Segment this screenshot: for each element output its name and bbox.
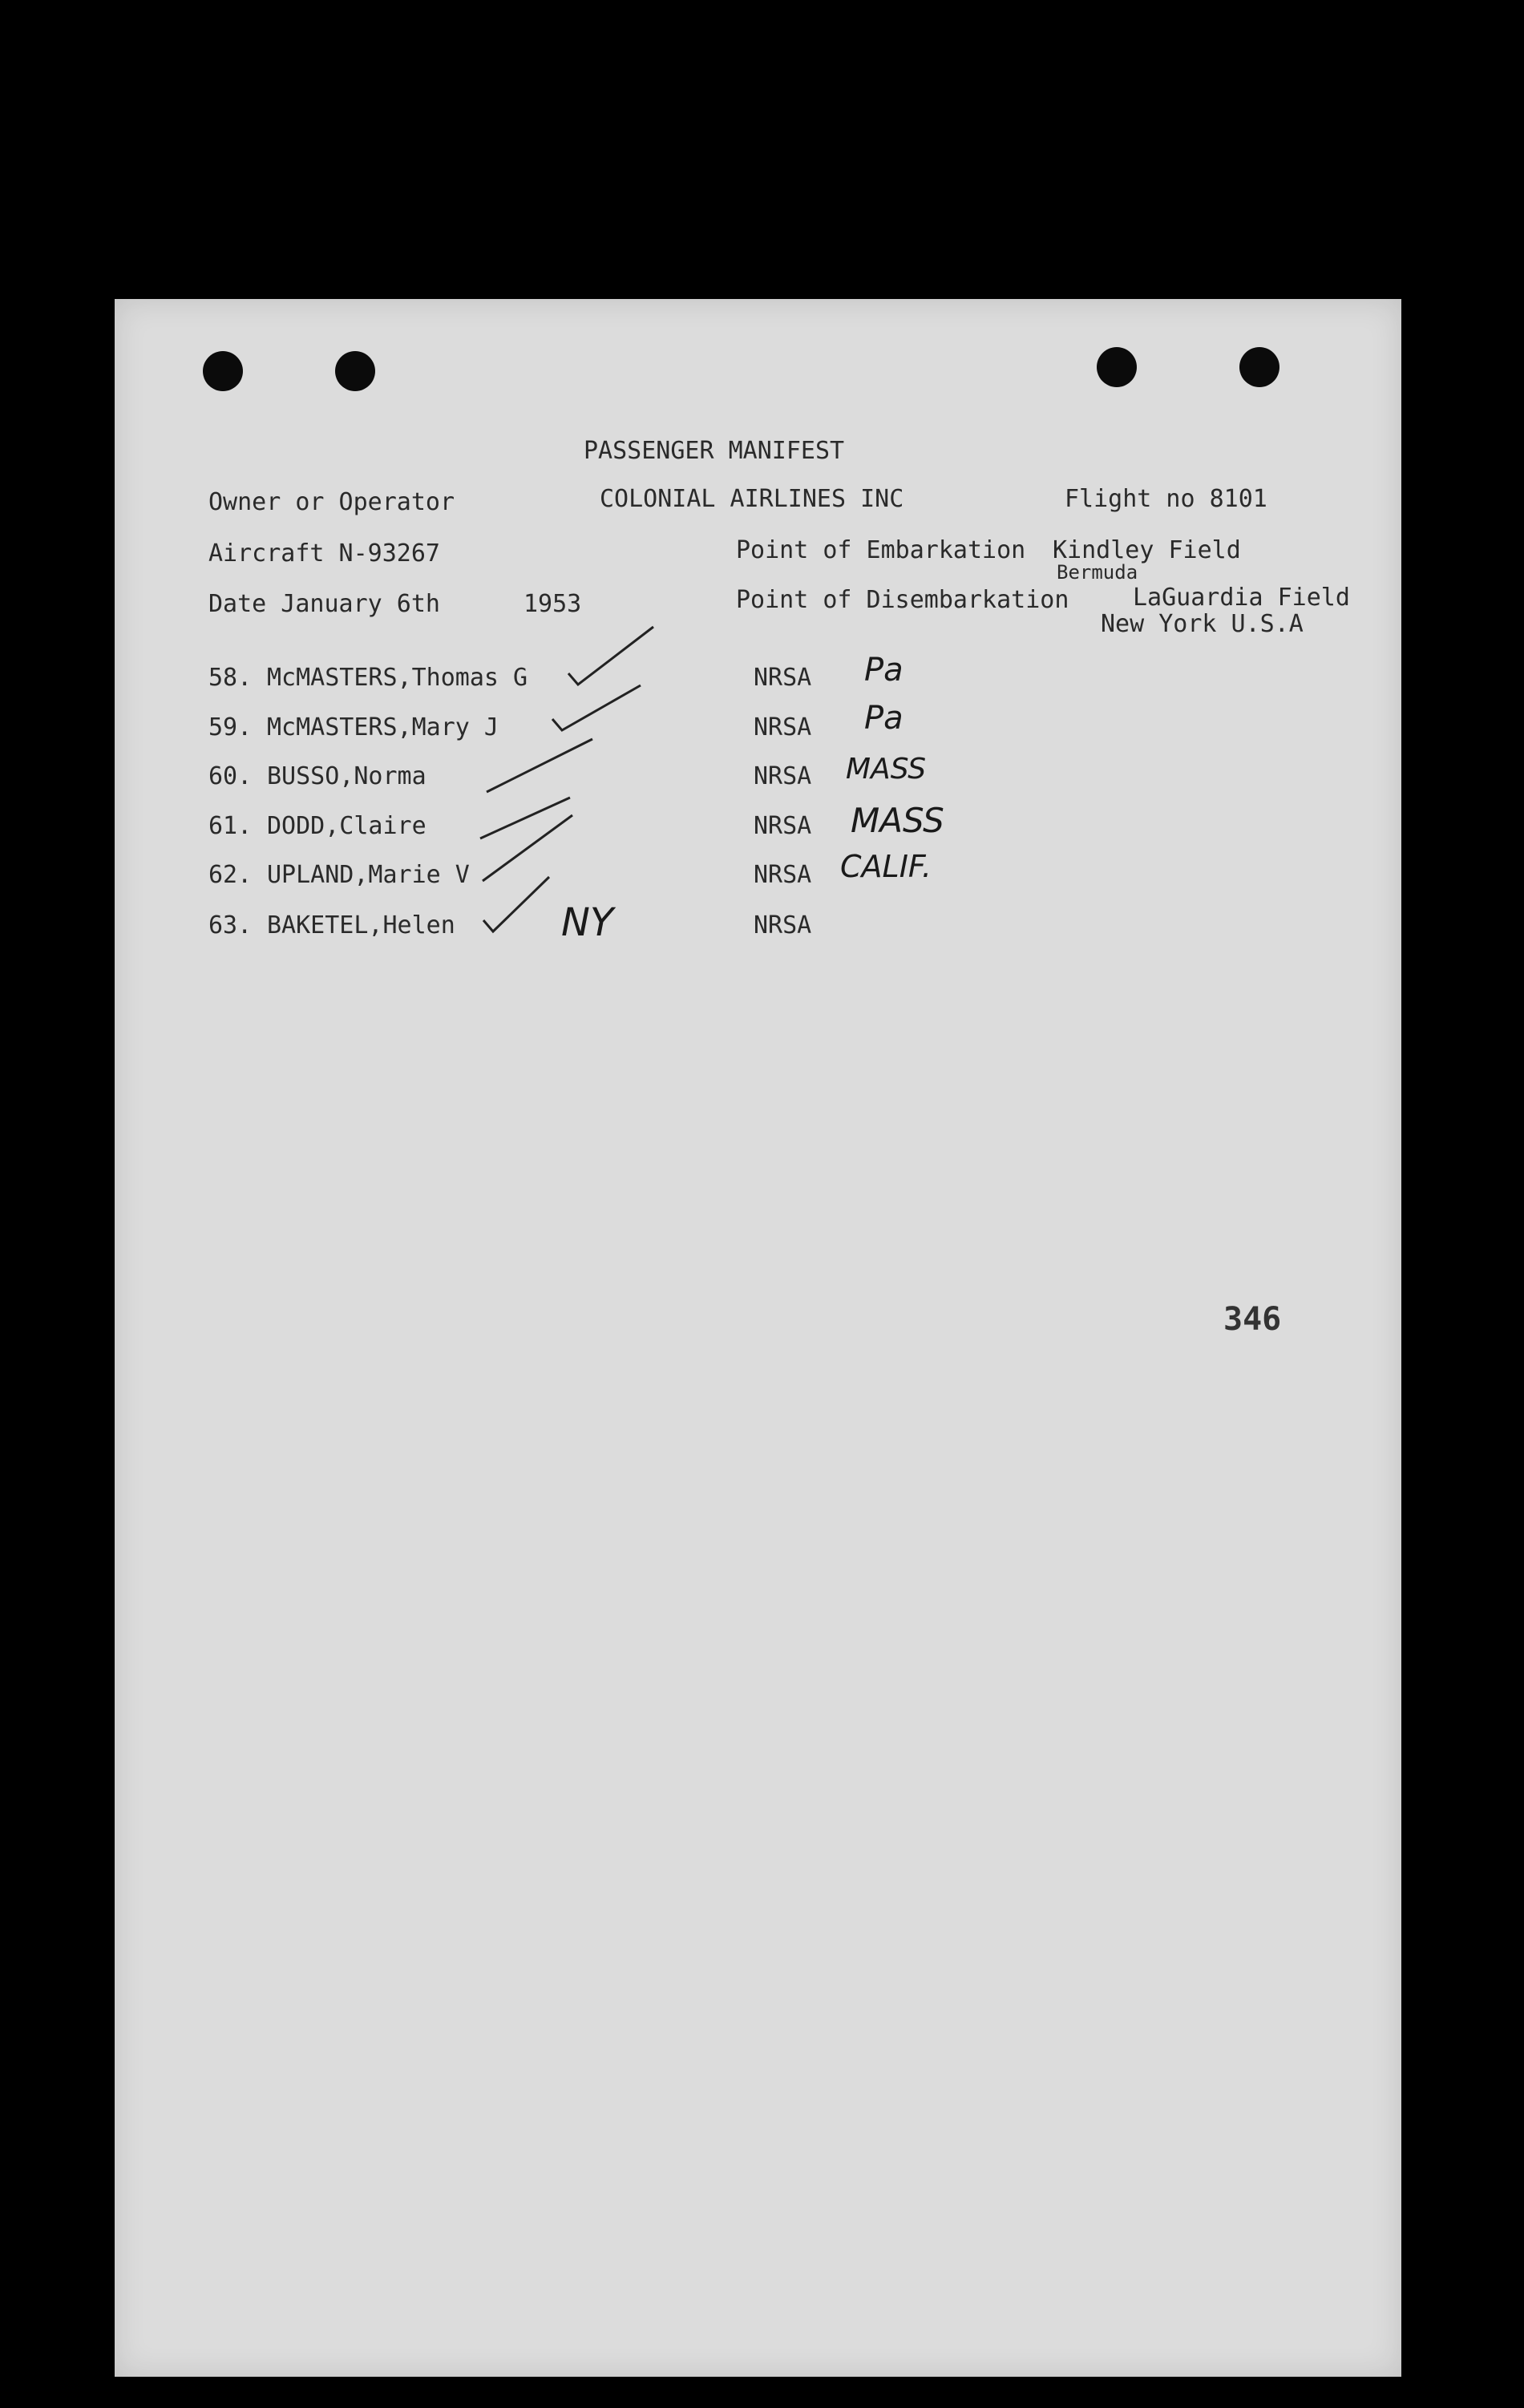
disembark-place: LaGuardia Field (1133, 584, 1350, 612)
passenger-number: 60. (208, 762, 253, 790)
passenger-status: NRSA (754, 911, 812, 939)
passenger-state: MASS (846, 753, 927, 786)
passenger-status: NRSA (754, 762, 812, 790)
check-mark-icon (483, 736, 596, 796)
passenger-number: 59. (208, 713, 253, 741)
passenger-state: Pa (864, 700, 903, 737)
passenger-state: CALIF. (840, 849, 932, 884)
passenger-name: McMASTERS,Mary J (267, 713, 499, 741)
embark-place-line2: Bermuda (1057, 561, 1138, 584)
passenger-state: MASS (851, 801, 944, 840)
passenger-status: NRSA (754, 812, 812, 840)
passenger-number: 63. (208, 911, 253, 939)
punch-hole (335, 351, 375, 391)
check-mark-icon (480, 874, 552, 938)
page-number: 346 (1223, 1301, 1282, 1338)
passenger-name: BUSSO,Norma (267, 762, 426, 790)
date: Date January 6th (208, 590, 440, 618)
passenger-name: BAKETEL,Helen (267, 911, 455, 939)
check-mark-icon (548, 681, 644, 741)
passenger-status: NRSA (754, 861, 812, 889)
embark-place: Kindley Field (1053, 536, 1241, 564)
passenger-number: 58. (208, 664, 253, 692)
manifest-title: PASSENGER MANIFEST (584, 437, 845, 465)
disembark-label: Point of Disembarkation (736, 586, 1069, 614)
manifest-page (115, 299, 1401, 2377)
punch-hole (203, 351, 243, 391)
handwritten-ny: NY (561, 900, 614, 945)
passenger-state: Pa (864, 652, 903, 689)
flight-number: Flight no 8101 (1065, 485, 1267, 513)
punch-hole (1239, 347, 1279, 387)
disembark-place-line2: New York U.S.A (1101, 610, 1304, 638)
passenger-status: NRSA (754, 713, 812, 741)
year: 1953 (523, 590, 582, 618)
passenger-status: NRSA (754, 664, 812, 692)
owner-label: Owner or Operator (208, 488, 455, 516)
passenger-name: UPLAND,Marie V (267, 861, 470, 889)
owner-value: COLONIAL AIRLINES INC (600, 485, 904, 513)
embark-label: Point of Embarkation (736, 536, 1026, 564)
passenger-name: DODD,Claire (267, 812, 426, 840)
punch-hole (1097, 347, 1137, 387)
passenger-name: McMASTERS,Thomas G (267, 664, 528, 692)
passenger-number: 61. (208, 812, 253, 840)
passenger-number: 62. (208, 861, 253, 889)
aircraft: Aircraft N-93267 (208, 539, 440, 568)
